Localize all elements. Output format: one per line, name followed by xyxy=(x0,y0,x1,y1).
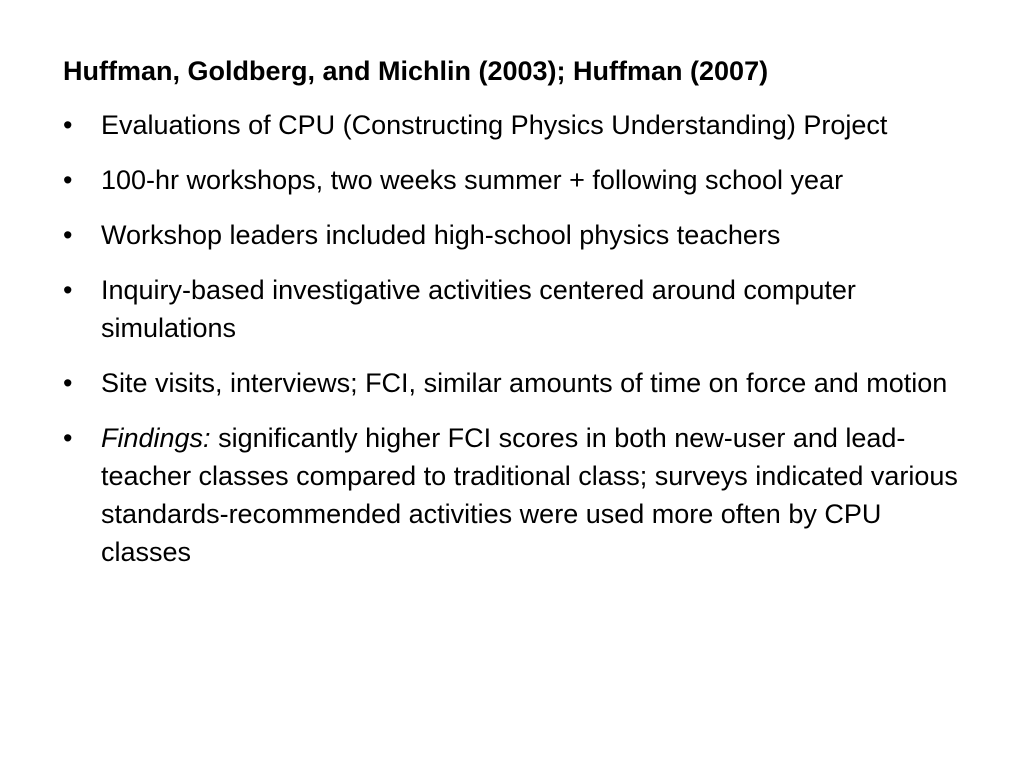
bullet-marker: • xyxy=(63,165,73,195)
bullet-marker: • xyxy=(63,275,73,305)
bullet-text: Workshop leaders included high-school physics teachers xyxy=(101,220,781,250)
bullet-item xyxy=(63,161,964,199)
bullet-text: significantly higher FCI scores in both new-user and lead-teacher classes compared to traditional class; surveys indicated various standards-recommended activities were used more often by CPU classes xyxy=(101,423,958,567)
bullet-text: Evaluations of CPU (Constructing Physics Understanding) Project xyxy=(101,110,888,140)
bullet-item xyxy=(63,364,964,402)
bullet-list xyxy=(63,106,964,571)
bullet-marker: • xyxy=(63,423,73,453)
bullet-item xyxy=(63,106,964,144)
bullet-item xyxy=(63,271,964,347)
bullet-text: Site visits, interviews; FCI, similar amounts of time on force and motion xyxy=(101,368,948,398)
bullet-marker: • xyxy=(63,110,73,140)
bullet-text: 100-hr workshops, two weeks summer + following school year xyxy=(101,165,844,195)
bullet-marker: • xyxy=(63,368,73,398)
bullet-text: Inquiry-based investigative activities centered around computer simulations xyxy=(101,275,856,343)
slide-title: Huffman, Goldberg, and Michlin (2003); Huffman (2007) xyxy=(63,56,769,86)
bullet-marker: • xyxy=(63,220,73,250)
bullet-item xyxy=(63,419,964,571)
findings-lead: Findings: xyxy=(101,423,211,453)
bullet-item xyxy=(63,216,964,254)
